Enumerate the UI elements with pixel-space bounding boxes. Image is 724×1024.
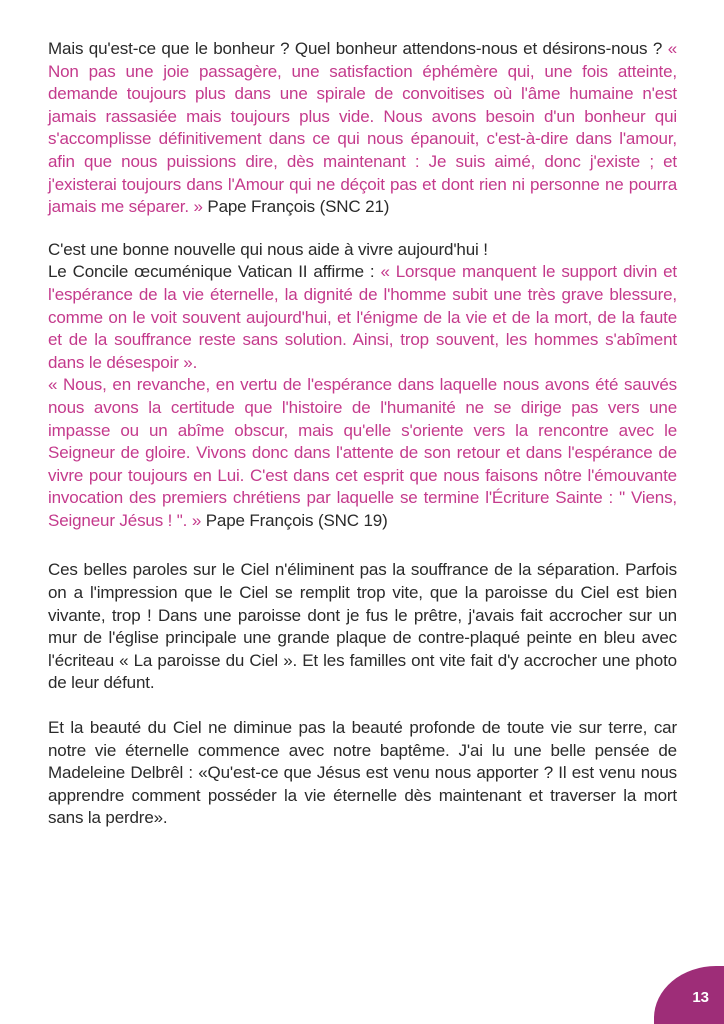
line-bonne-nouvelle bbox=[48, 239, 677, 262]
paragraph-bonheur bbox=[48, 38, 677, 219]
quote-text: « Non pas une joie passagère, une satisfaction éphémère qui, une fois atteinte, demande toujours plus dans une spirale de convoitises où l'âme humaine n'est jamais rassasiée mais toujours plus vide. Nous avons besoin d'un bonheur qui s'accomplisse définitivement dans ce qui nous épanouit, c'est-à-dire dans l'amour, afin que nous puissions dire, dès maintenant : Je suis aimé, donc j'existe ; et j'existerai toujours dans l'Amour qui ne déçoit pas et dont rien ni personne ne pourra jamais me séparer. » bbox=[48, 39, 677, 217]
page-content bbox=[48, 38, 677, 830]
quote-text: « Nous, en revanche, en vertu de l'espérance dans laquelle nous avons été sauvés nous avons la certitude que l'histoire de l'humanité ne se dirige pas vers une impasse ou un abîme obscur, mais qu'elle s'oriente vers la rencontre avec le Seigneur de gloire. Vivons donc dans l'attente de son retour et dans l'espérance de vivre pour toujours en Lui. C'est dans cet esprit que nous faisons nôtre l'émouvante invocation des premiers chrétiens par laquelle se termine l'Écriture Sainte : " Viens, Seigneur Jésus ! ". » bbox=[48, 375, 677, 530]
nous-quote-block bbox=[48, 374, 677, 532]
paragraph-concile bbox=[48, 239, 677, 533]
body-text: C'est une bonne nouvelle qui nous aide à vivre aujourd'hui ! bbox=[48, 239, 488, 259]
paragraph-beaute bbox=[48, 717, 677, 830]
body-text: Et la beauté du Ciel ne diminue pas la beauté profonde de toute vie sur terre, car notre vie éternelle commence avec notre baptême. J'ai lu une belle pensée de Madeleine Delbrêl : «Qu'est-ce que Jésus est venu nous apporter ? Il est venu nous apprendre comment posséder la vie éternelle dès maintenant et traverser la mort sans la perdre». bbox=[48, 718, 677, 828]
attribution-text: Pape François (SNC 19) bbox=[205, 510, 388, 530]
body-text: Le Concile œcuménique Vatican II affirme : bbox=[48, 262, 381, 282]
concile-quote-block bbox=[48, 261, 677, 374]
page-number: 13 bbox=[692, 989, 709, 1006]
paragraph-ciel bbox=[48, 559, 677, 695]
quote-text: « Lorsque manquent le support divin et l'espérance de la vie éternelle, la dignité de l'homme subit une très grave blessure, comme on le voit souvent aujourd'hui, et l'énigme de la vie et de la mort, de la faute et de la souffrance reste sans solution. Ainsi, trop souvent, les hommes s'abîment dans le désespoir ». bbox=[48, 262, 678, 372]
body-text: Mais qu'est-ce que le bonheur ? Quel bonheur attendons-nous et désirons-nous ? bbox=[48, 39, 668, 58]
body-text: Ces belles paroles sur le Ciel n'éliminent pas la souffrance de la séparation. Parfois on a l'impression que le Ciel se remplit trop vite, que la paroisse du Ciel est bien vivante, trop ! Dans une paroisse dont je fus le prêtre, j'avais fait accrocher sur un mur de l'église principale une grande plaque de contre-plaqué peinte en bleu avec l'écriteau « La paroisse du Ciel ». Et les familles ont vite fait d'y accrocher une photo de leur défunt. bbox=[48, 560, 677, 693]
page-number-tab bbox=[654, 966, 724, 1024]
attribution-text: Pape François (SNC 21) bbox=[207, 197, 390, 217]
